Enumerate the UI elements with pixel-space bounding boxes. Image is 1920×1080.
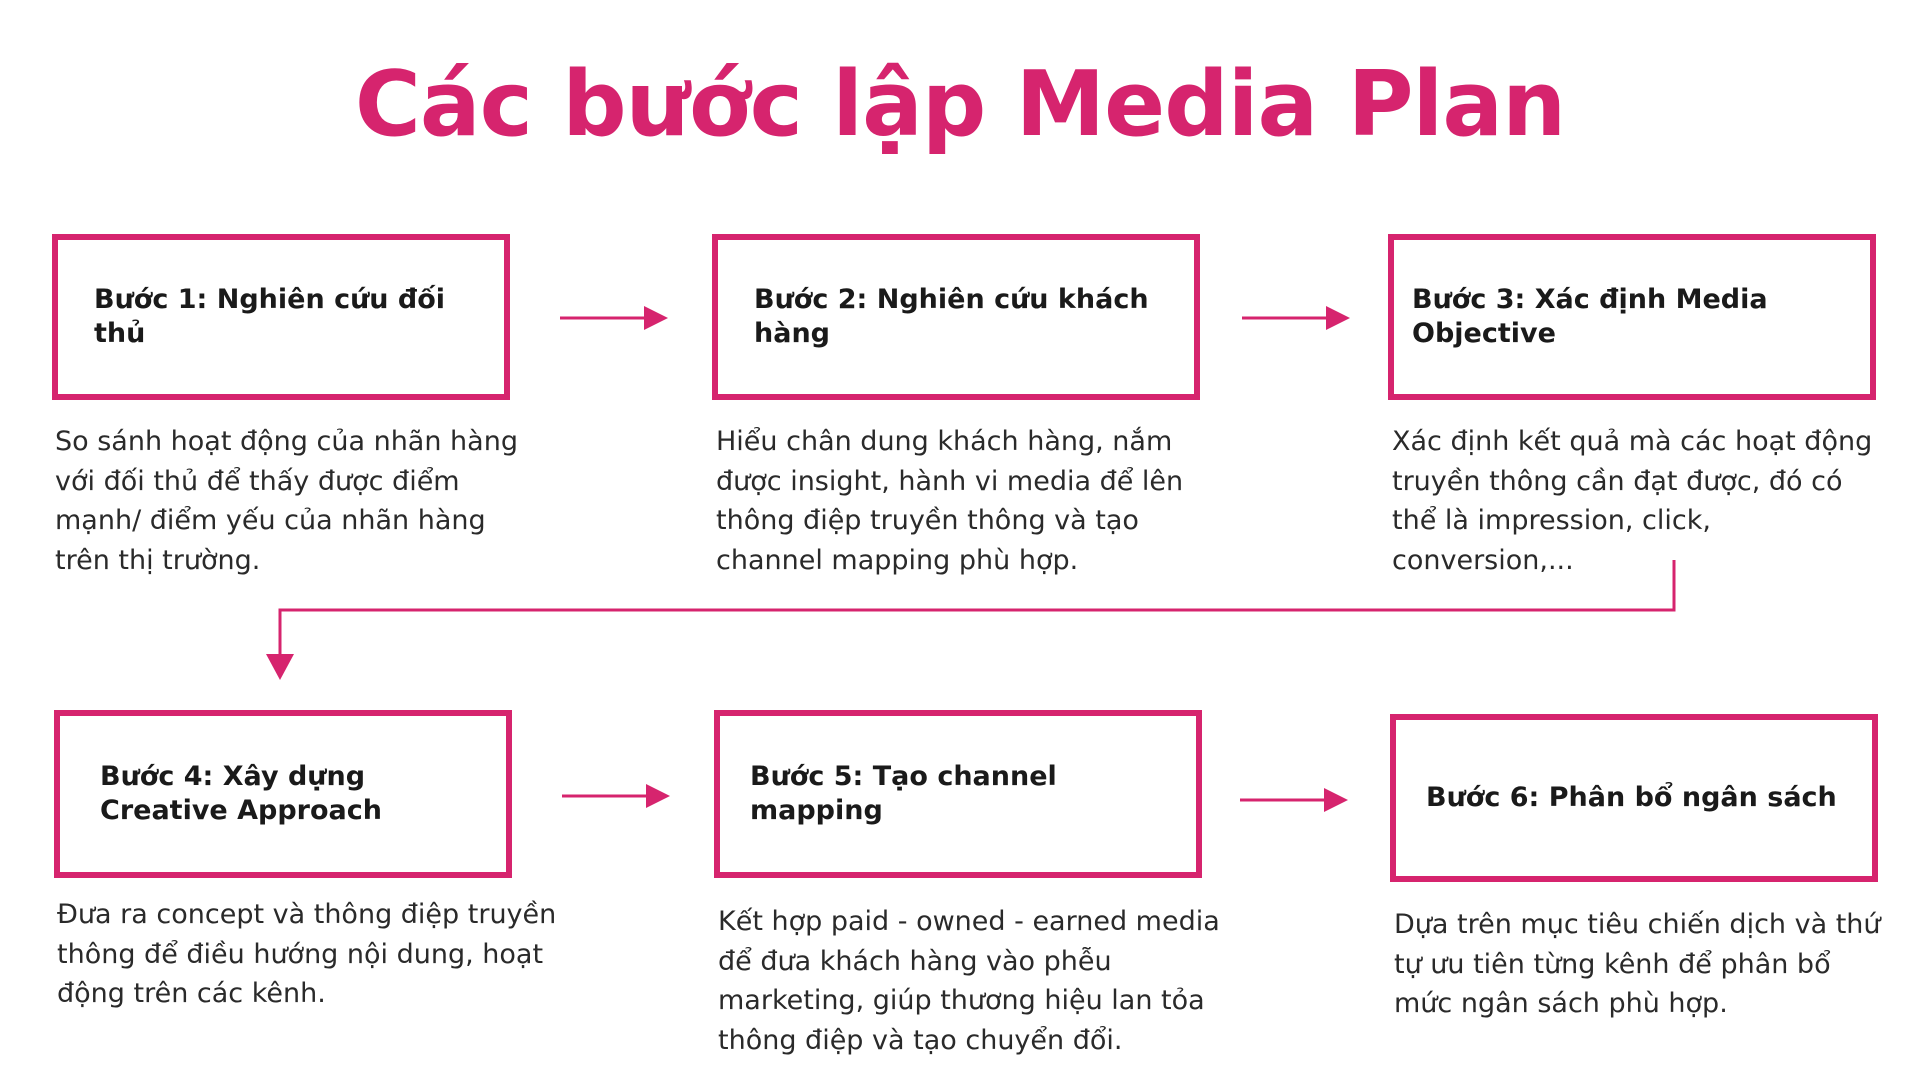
step-3-box	[1388, 234, 1876, 400]
arrowhead-1	[644, 306, 668, 330]
step-1-description: So sánh hoạt động của nhãn hàng với đối thủ để thấy được điểm mạnh/ điểm yếu của nhãn hàng trên thị trường.	[55, 426, 518, 576]
step-2-description: Hiểu chân dung khách hàng, nắm được insight, hành vi media để lên thông điệp truyền thông và tạo channel mapping phù hợp.	[716, 426, 1184, 576]
step-4-box	[54, 710, 512, 878]
arrowhead-4	[646, 784, 670, 808]
step-2-title: Bước 2: Nghiên cứu khách hàng	[754, 284, 1149, 349]
step-4-title: Bước 4: Xây dựng Creative Approach	[100, 761, 382, 826]
step-5-box	[714, 710, 1202, 878]
step-5-title: Bước 5: Tạo channel mapping	[750, 761, 1057, 826]
step-6-description: Dựa trên mục tiêu chiến dịch và thứ tự ưu tiên từng kênh để phân bổ mức ngân sách phù hợp.	[1394, 909, 1881, 1019]
step-4-description: Đưa ra concept và thông điệp truyền thông để điều hướng nội dung, hoạt động trên các kênh.	[57, 899, 557, 1009]
step-5-description: Kết hợp paid - owned - earned media để đưa khách hàng vào phễu marketing, giúp thương hiệu lan tỏa thông điệp và tạo chuyển đổi.	[718, 906, 1220, 1056]
step-3-description: Xác định kết quả mà các hoạt động truyền thông cần đạt được, đó có thể là impression, click, conversion,...	[1392, 426, 1873, 576]
step-6-title: Bước 6: Phân bổ ngân sách	[1426, 782, 1837, 813]
arrowhead-2	[1326, 306, 1350, 330]
step-6-box	[1390, 714, 1878, 882]
arrowhead-5	[1324, 788, 1348, 812]
page-title: Các bước lập Media Plan	[354, 52, 1566, 157]
step-2-box	[712, 234, 1200, 400]
arrowhead-3	[266, 654, 294, 680]
step-1-title: Bước 1: Nghiên cứu đối thủ	[94, 284, 446, 349]
step-3-title: Bước 3: Xác định Media Objective	[1412, 284, 1768, 349]
step-1-box	[52, 234, 510, 400]
